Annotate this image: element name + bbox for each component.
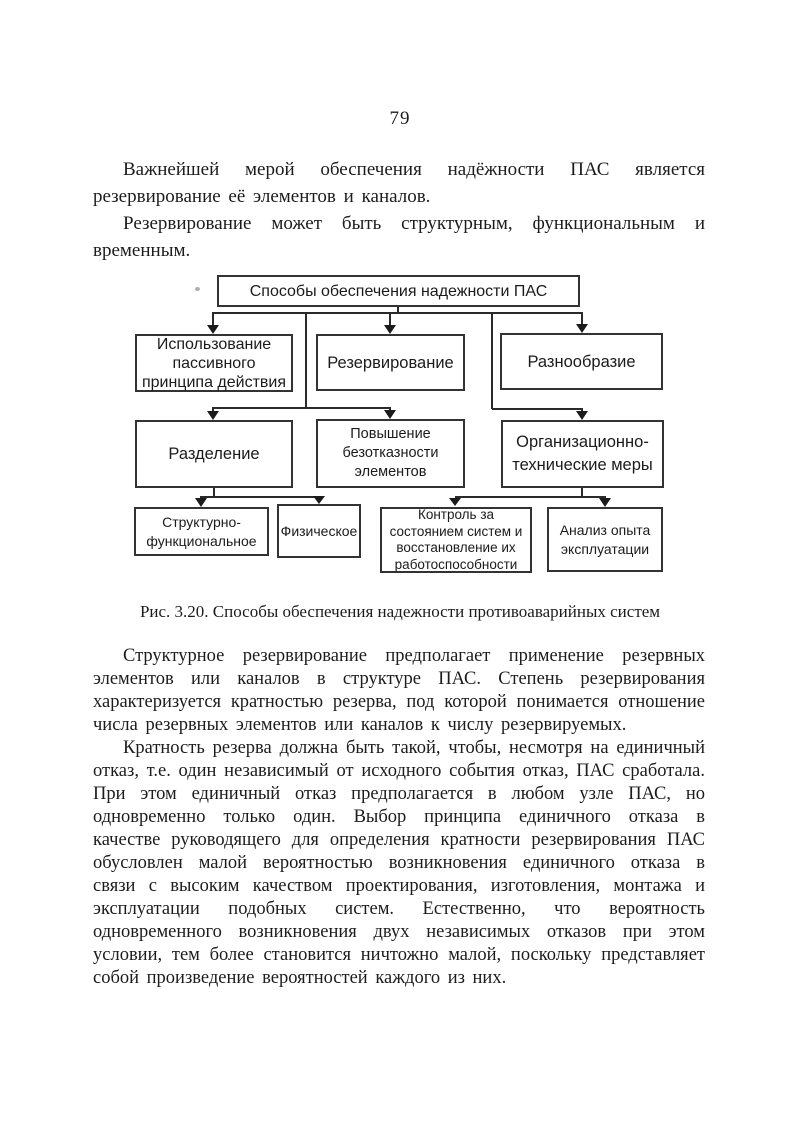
figure-diagram [0, 260, 800, 595]
diagram-node-structural-functional: Структурно-функциональное [134, 507, 269, 556]
body-text-block [93, 645, 705, 990]
diagram-node-redundancy: Резервирование [316, 334, 465, 391]
figure-caption: Рис. 3.20. Способы обеспечения надежности противоаварийных систем [139, 602, 661, 621]
paragraph-intro-1: Важнейшей мерой обеспечения надёжности ПАС является резервирование её элементов и каналов. [93, 159, 705, 207]
intro-text-block [93, 156, 705, 264]
diagram-node-org-tech-measures: Организационно-технические меры [501, 420, 664, 488]
scan-artifact-dot [195, 287, 200, 291]
diagram-node-passive-principle: Использование пассивного принципа действия [135, 334, 293, 392]
diagram-node-reliability-improvement: Повышение безотказности элементов [316, 419, 465, 488]
diagram-node-physical: Физическое [277, 504, 361, 558]
diagram-node-root: Способы обеспечения надежности ПАС [217, 275, 580, 307]
page-number: 79 [389, 108, 411, 129]
paragraph-body-2: Кратность резерва должна быть такой, чтобы, несмотря на единичный отказ, т.е. один независимый от исходного события отказ, ПАС сработала. При этом единичный отказ предполагается в любом узле ПАС, но одновременно только один. Выбор принципа единичного отказа в качестве руководящего для определения кратности резервирования ПАС обусловлен малой вероятностью возникновения единичного отказа в связи с высоким качеством проектирования, изготовления, монтажа и эксплуатации подобных систем. Естественно, что вероятность одновременного возникновения двух независимых отказов при этом условии, тем более становится ничтожно малой, поскольку представляет собой произведение вероятностей каждого из них. [93, 738, 705, 988]
paragraph-intro-2: Резервирование может быть структурным, функциональным и временным. [93, 213, 705, 261]
paragraph-body-1: Структурное резервирование предполагает применение резервных элементов или каналов в структуре ПАС. Степень резервирования характеризуется кратностью резерва, под которой понимается отношение числа резервных элементов или каналов к числу резервируемых. [93, 646, 705, 735]
diagram-node-experience-analysis: Анализ опыта эксплуатации [547, 507, 663, 572]
diagram-node-control-restore: Контроль за состоянием систем и восстановление их работоспособности [380, 507, 532, 573]
diagram-node-diversity: Разнообразие [500, 333, 663, 390]
diagram-node-separation: Разделение [135, 420, 293, 488]
